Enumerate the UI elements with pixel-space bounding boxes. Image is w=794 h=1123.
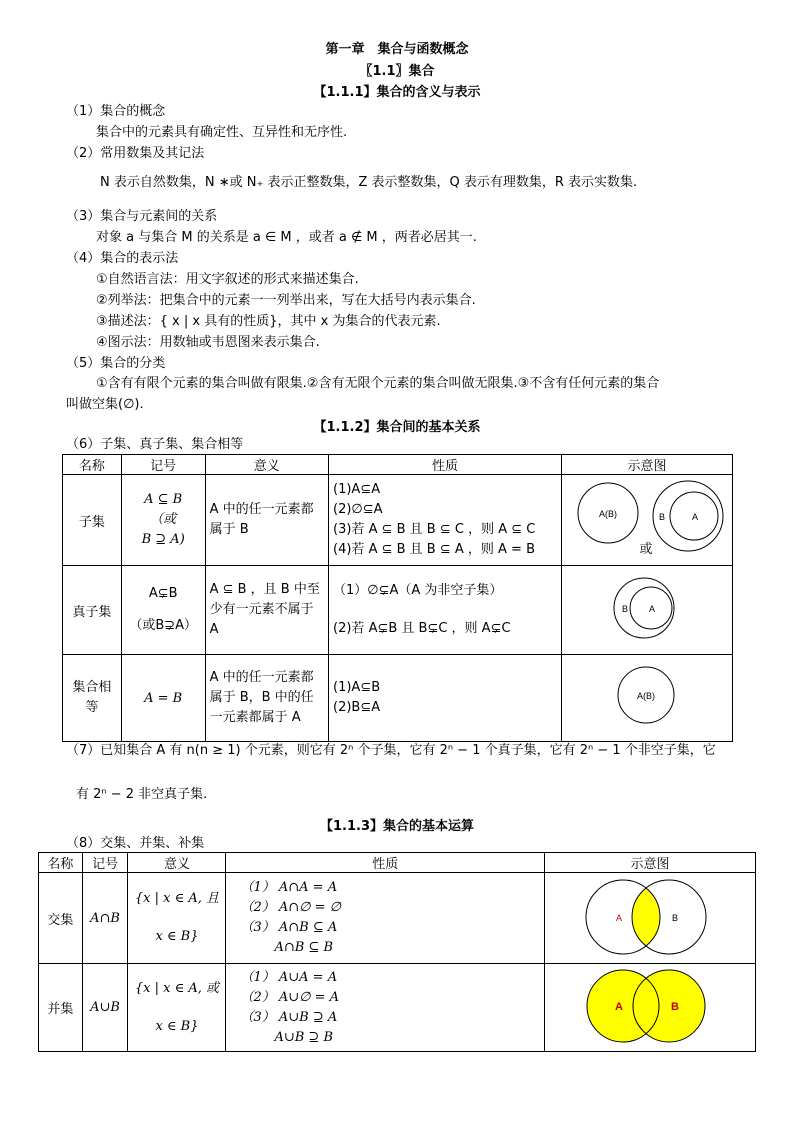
venn-intersection-diagram — [545, 873, 742, 959]
venn-label: B — [671, 1001, 679, 1013]
section-title: 〖1.1〗集合 — [359, 64, 435, 79]
row-symbol: A∩B — [82, 873, 128, 964]
venn-label: B — [672, 913, 679, 923]
row-diagram — [545, 964, 756, 1052]
heading-element-relation: （3）集合与元素间的关系 — [66, 209, 218, 224]
row-diagram — [561, 475, 732, 566]
venn-subset-diagram — [562, 475, 732, 561]
row-meaning: {x | x ∈ A, 且 x ∈ B} — [128, 873, 226, 964]
col-header-meaning: 意义 — [128, 853, 226, 873]
heading-operations: （8）交集、并集、补集 — [66, 836, 205, 851]
heading-concept: （1）集合的概念 — [66, 104, 166, 119]
row-meaning: A ⊆ B ，且 B 中至少有一元素不属于 A — [205, 566, 328, 655]
row-symbol: A∪B — [82, 964, 128, 1052]
row-properties: (1)A⊆A (2)∅⊆A (3)若 A ⊆ B 且 B ⊆ C ，则 A ⊆ C (4)若 A ⊆ B 且 B ⊆ A ，则 A = B — [329, 475, 562, 566]
table-row — [63, 475, 733, 566]
col-header-name: 名称 — [39, 853, 83, 873]
subsection-title-2: 【1.1.2】集合间的基本关系 — [313, 420, 481, 435]
venn-union-diagram — [545, 964, 742, 1047]
venn-label: A — [691, 512, 698, 522]
heading-number-sets: （2）常用数集及其记法 — [66, 146, 205, 161]
row-meaning: A 中的任一元素都属于 B — [205, 475, 328, 566]
row-properties: （1） A∩A = A （2） A∩∅ = ∅ （3） A∩B ⊆ A A∩B ⊆ B — [226, 873, 545, 964]
method-description: ③描述法：{ x | x 具有的性质}，其中 x 为集合的代表元素. — [96, 314, 441, 329]
col-header-symbol: 记号 — [82, 853, 128, 873]
venn-label: A — [648, 604, 655, 614]
paragraph-number-sets: N 表示自然数集，N ∗或 N₊ 表示正整数集，Z 表示整数集，Q 表示有理数集，R 表示实数集. — [100, 175, 638, 190]
venn-label: A(B) — [598, 509, 617, 519]
method-enumeration: ②列举法：把集合中的元素一一列举出来，写在大括号内表示集合. — [96, 293, 476, 308]
heading-classification: （5）集合的分类 — [66, 356, 166, 371]
set-operations-table — [38, 852, 756, 1052]
col-header-properties: 性质 — [226, 853, 545, 873]
method-natural-language: ①自然语言法：用文字叙述的形式来描述集合. — [96, 272, 359, 287]
row-diagram — [545, 873, 756, 964]
paragraph-subset-count-2: 有 2ⁿ − 2 非空真子集. — [76, 787, 208, 802]
venn-label: A — [616, 913, 623, 923]
heading-representation: （4）集合的表示法 — [66, 251, 179, 266]
subset-relations-table — [62, 454, 733, 742]
row-name: 子集 — [63, 475, 122, 566]
row-symbol: A ⊆ B （或 B ⊇ A) — [121, 475, 205, 566]
venn-label: A — [615, 1001, 623, 1013]
row-properties: （1）∅⊊A（A 为非空子集） (2)若 A⊊B 且 B⊊C ，则 A⊊C — [329, 566, 562, 655]
row-diagram — [561, 566, 732, 655]
row-symbol: A⊊B （或B⊋A） — [121, 566, 205, 655]
row-name: 真子集 — [63, 566, 122, 655]
col-header-diagram: 示意图 — [545, 853, 756, 873]
row-name: 并集 — [39, 964, 83, 1052]
table-row — [39, 873, 756, 964]
venn-equal-sets-diagram — [562, 655, 732, 737]
venn-label: B — [658, 512, 665, 522]
row-properties: (1)A⊆B (2)B⊆A — [329, 655, 562, 742]
col-header-diagram: 示意图 — [561, 455, 732, 475]
heading-subsets: （6）子集、真子集、集合相等 — [66, 437, 244, 452]
chapter-title: 第一章 集合与函数概念 — [325, 42, 469, 57]
table-row — [63, 655, 733, 742]
paragraph-concept: 集合中的元素具有确定性、互异性和无序性. — [96, 125, 348, 140]
col-header-meaning: 意义 — [205, 455, 328, 475]
col-header-properties: 性质 — [329, 455, 562, 475]
row-meaning: {x | x ∈ A, 或 x ∈ B} — [128, 964, 226, 1052]
diagram-or-label: 或 — [639, 541, 653, 556]
paragraph-subset-count-1: （7）已知集合 A 有 n(n ≥ 1) 个元素，则它有 2ⁿ 个子集，它有 2ⁿ − 1 个真子集，它有 2ⁿ − 1 个非空子集，它 — [66, 743, 716, 758]
paragraph-element-relation: 对象 a 与集合 M 的关系是 a ∈ M ，或者 a ∉ M ，两者必居其一. — [96, 230, 477, 245]
row-properties: （1） A∪A = A （2） A∪∅ = A （3） A∪B ⊇ A A∪B ⊇ B — [226, 964, 545, 1052]
table-row — [63, 566, 733, 655]
row-symbol: A = B — [121, 655, 205, 742]
paragraph-classification-2: 叫做空集(∅). — [66, 397, 144, 412]
venn-proper-subset-diagram — [562, 566, 732, 650]
col-header-symbol: 记号 — [121, 455, 205, 475]
row-meaning: A 中的任一元素都属于 B，B 中的任一元素都属于 A — [205, 655, 328, 742]
row-name: 集合相等 — [63, 655, 122, 742]
venn-label: A(B) — [636, 691, 655, 701]
paragraph-classification-1: ①含有有限个元素的集合叫做有限集.②含有无限个元素的集合叫做无限集.③不含有任何元素的集合 — [96, 376, 660, 391]
row-name: 交集 — [39, 873, 83, 964]
method-diagram: ④图示法：用数轴或韦恩图来表示集合. — [96, 335, 320, 350]
table-row — [39, 964, 756, 1052]
venn-label: B — [621, 604, 628, 614]
subsection-title-3: 【1.1.3】集合的基本运算 — [319, 819, 474, 834]
col-header-name: 名称 — [63, 455, 122, 475]
row-diagram — [561, 655, 732, 742]
subsection-title-1: 【1.1.1】集合的含义与表示 — [313, 85, 481, 100]
